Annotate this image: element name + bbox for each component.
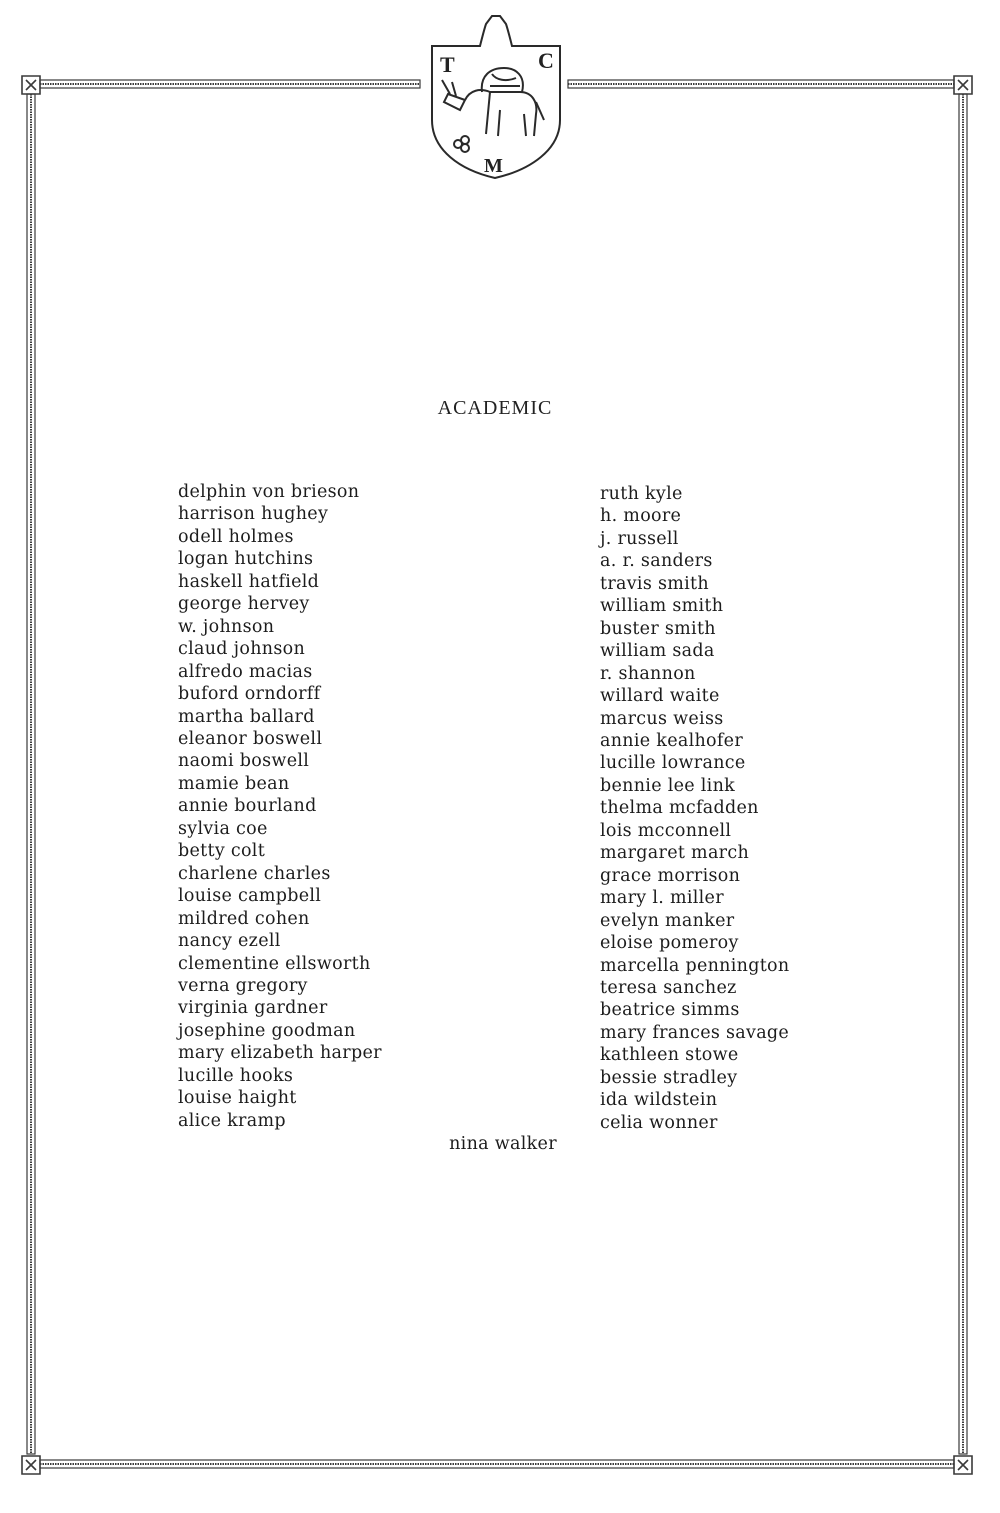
name-entry: clementine ellsworth	[178, 953, 371, 974]
crest-letter-m: M	[484, 155, 503, 177]
footer-name: nina walker	[449, 1134, 557, 1154]
name-entry: martha ballard	[178, 706, 315, 727]
crest-letter-c: C	[538, 48, 554, 73]
name-entry: betty colt	[178, 841, 266, 862]
name-entry: annie bourland	[178, 796, 317, 817]
name-list-right	[600, 483, 789, 1134]
name-entry: grace morrison	[600, 865, 741, 886]
name-entry: a. r. sanders	[600, 551, 713, 572]
name-entry: william smith	[600, 596, 724, 617]
name-entry: lucille hooks	[178, 1065, 294, 1086]
name-entry: eleanor boswell	[178, 728, 323, 749]
name-entry: annie kealhofer	[600, 730, 743, 751]
name-entry: naomi boswell	[178, 751, 310, 772]
crest-letter-t: T	[440, 52, 455, 77]
name-entry: verna gregory	[178, 975, 308, 996]
name-entry: celia wonner	[600, 1112, 718, 1133]
name-entry: beatrice simms	[600, 1000, 740, 1021]
name-entry: bessie stradley	[600, 1067, 738, 1088]
name-entry: mamie bean	[178, 773, 290, 794]
name-entry: mary l. miller	[600, 888, 724, 909]
name-entry: alfredo macias	[178, 661, 313, 682]
name-entry: travis smith	[600, 573, 709, 594]
name-entry: william sada	[600, 641, 715, 662]
name-entry: evelyn manker	[600, 910, 735, 931]
name-entry: willard waite	[600, 686, 720, 707]
name-entry: buford orndorff	[178, 684, 321, 705]
name-entry: thelma mcfadden	[600, 798, 759, 819]
name-entry: w. johnson	[178, 616, 275, 637]
name-entry: ruth kyle	[600, 484, 683, 504]
name-entry: mildred cohen	[178, 908, 310, 929]
name-entry: virginia gardner	[178, 998, 328, 1019]
name-entry: louise campbell	[178, 886, 322, 907]
name-entry: marcus weiss	[600, 708, 724, 729]
name-entry: sylvia coe	[178, 818, 268, 839]
name-entry: alice kramp	[178, 1110, 286, 1131]
name-entry: george hervey	[178, 594, 310, 615]
name-entry: mary frances savage	[600, 1022, 790, 1043]
name-entry: marcella pennington	[600, 955, 790, 976]
name-entry: ida wildstein	[600, 1090, 718, 1111]
name-entry: odell holmes	[178, 526, 294, 547]
name-entry: louise haight	[178, 1088, 297, 1109]
name-entry: nancy ezell	[178, 931, 281, 952]
crest-emblem	[420, 10, 570, 182]
name-entry: buster smith	[600, 618, 716, 639]
name-entry: j. russell	[600, 528, 679, 549]
name-entry: lois mcconnell	[600, 820, 732, 841]
name-entry: teresa sanchez	[600, 977, 737, 998]
name-entry: logan hutchins	[178, 549, 314, 570]
name-entry: eloise pomeroy	[600, 933, 739, 954]
name-entry: josephine goodman	[178, 1020, 356, 1041]
name-entry: mary elizabeth harper	[178, 1043, 382, 1064]
name-list-left	[178, 481, 382, 1132]
name-entry: h. moore	[600, 506, 682, 527]
name-entry: charlene charles	[178, 863, 331, 884]
name-entry: bennie lee link	[600, 775, 736, 796]
page-title: ACADEMIC	[437, 397, 553, 419]
name-entry: claud johnson	[178, 639, 306, 660]
name-entry: margaret march	[600, 843, 750, 864]
name-entry: lucille lowrance	[600, 753, 746, 774]
name-entry: haskell hatfield	[178, 571, 320, 592]
name-entry: r. shannon	[600, 663, 696, 684]
name-entry: kathleen stowe	[600, 1045, 739, 1066]
name-entry: harrison hughey	[178, 504, 329, 525]
name-entry: delphin von brieson	[178, 482, 360, 502]
